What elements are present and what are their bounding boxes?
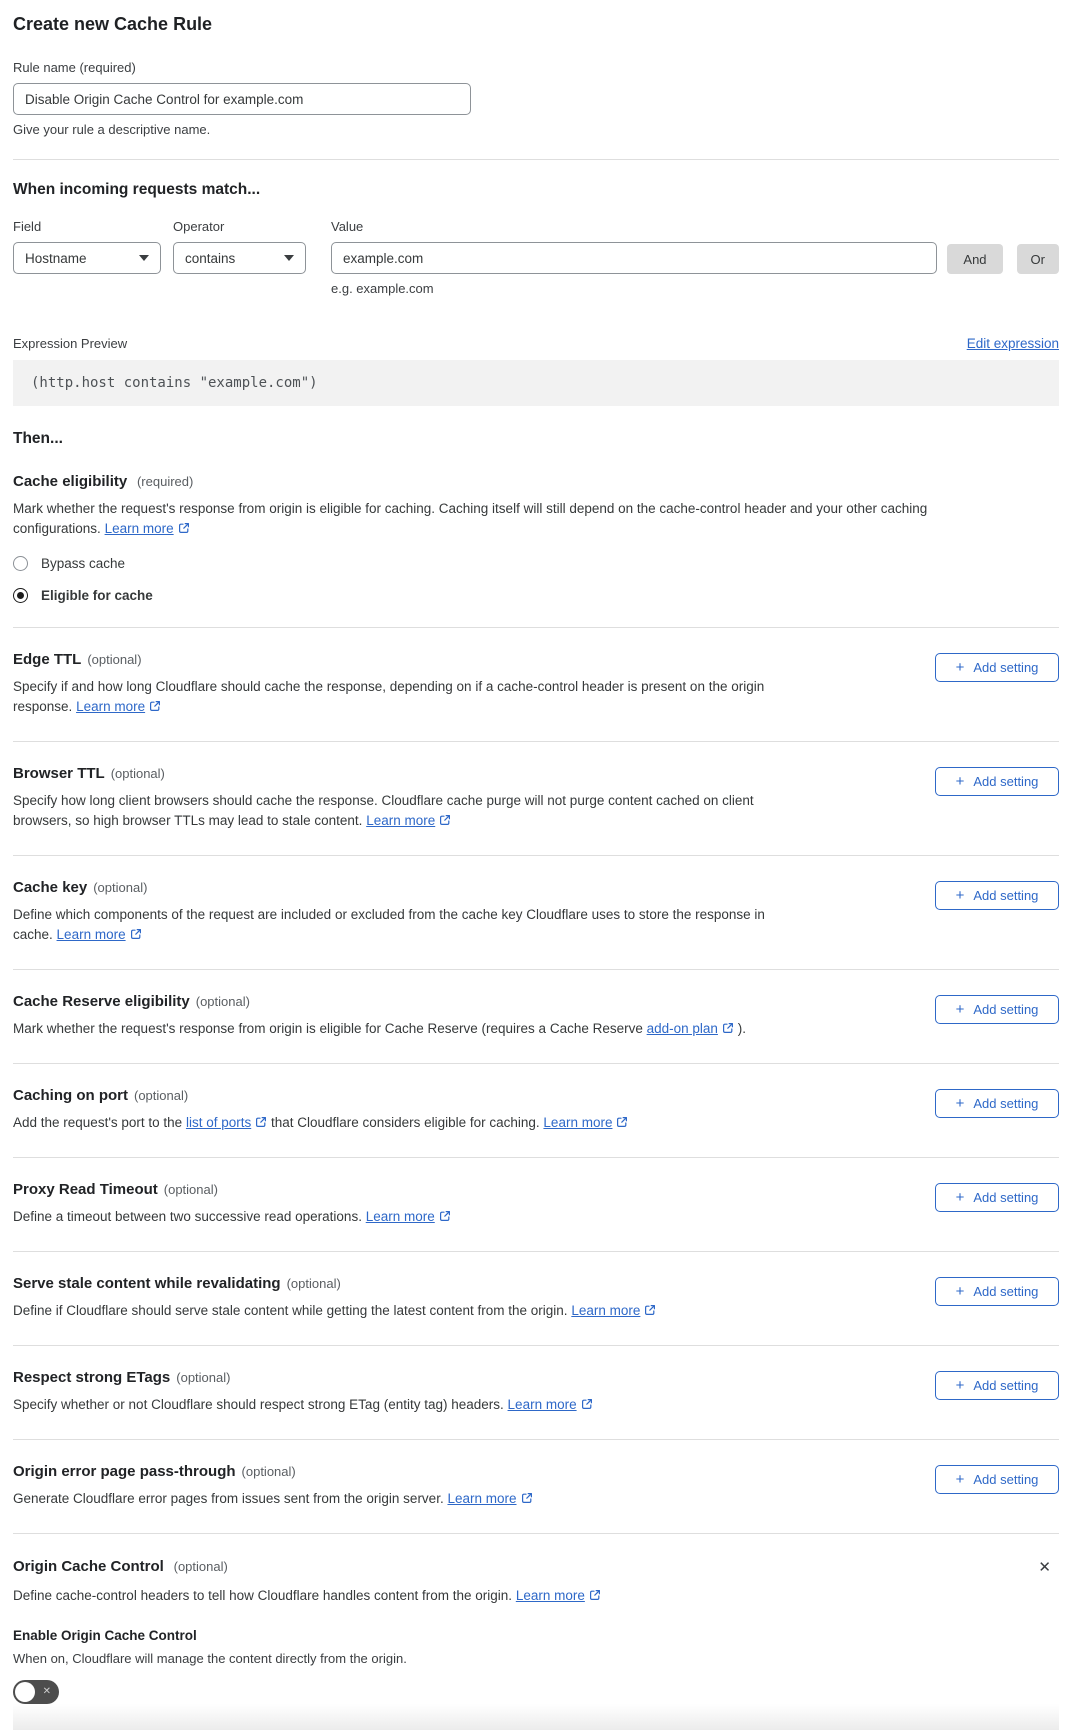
external-link-icon: [589, 1589, 601, 1601]
setting-title: Origin error page pass-through: [13, 1463, 236, 1480]
setting-title: Cache key: [13, 879, 88, 896]
rule-name-help: Give your rule a descriptive name.: [13, 122, 211, 137]
learn-more-link[interactable]: Learn more: [105, 521, 190, 536]
setting-description: Specify whether or not Cloudflare should respect strong ETag (entity tag) headers. Learn more: [13, 1395, 791, 1415]
edit-expression-link[interactable]: Edit expression: [966, 336, 1059, 351]
setting-title: Cache Reserve eligibility: [13, 993, 190, 1010]
optional-badge: (optional): [93, 880, 148, 895]
add-setting-button[interactable]: + Add setting: [935, 1465, 1059, 1494]
expression-preview-label: Expression Preview: [13, 336, 128, 351]
radio-icon: [13, 556, 28, 571]
external-link-icon: [149, 700, 161, 712]
cache-eligibility-title: Cache eligibility: [13, 473, 128, 490]
add-setting-button[interactable]: + Add setting: [935, 1371, 1059, 1400]
and-button[interactable]: And: [947, 244, 1002, 274]
external-link-icon: [644, 1304, 656, 1316]
setting-section-edge-ttl: [13, 628, 1059, 742]
learn-more-link[interactable]: Learn more: [76, 699, 161, 714]
optional-badge: (optional): [241, 1464, 296, 1479]
plus-icon: +: [955, 1377, 965, 1394]
cache-eligibility-section: [13, 473, 1059, 628]
optional-badge: (optional): [195, 994, 250, 1009]
setting-title: Proxy Read Timeout: [13, 1181, 158, 1198]
setting-title: Serve stale content while revalidating: [13, 1275, 281, 1292]
setting-title: Respect strong ETags: [13, 1369, 171, 1386]
toggle-knob: [15, 1682, 35, 1702]
setting-section-serve-stale: [13, 1252, 1059, 1346]
add-setting-button[interactable]: + Add setting: [935, 995, 1059, 1024]
origin-cache-control-title: Origin Cache Control: [13, 1558, 164, 1575]
plus-icon: +: [955, 1001, 965, 1018]
add-setting-button[interactable]: + Add setting: [935, 653, 1059, 682]
plus-icon: +: [955, 1471, 965, 1488]
plus-icon: +: [955, 773, 965, 790]
setting-description: Define which components of the request are included or excluded from the cache key Cloudflare uses to store the response in cache. Learn more: [13, 907, 765, 942]
then-heading: Then...: [13, 430, 63, 447]
optional-badge: (optional): [286, 1276, 341, 1291]
plus-icon: +: [955, 1283, 965, 1300]
radio-bypass-cache[interactable]: Bypass cache: [13, 556, 1059, 571]
add-setting-button[interactable]: + Add setting: [935, 1277, 1059, 1306]
rule-name-input[interactable]: [13, 83, 471, 115]
operator-label: Operator: [173, 219, 225, 234]
setting-section-proxy-read-timeout: [13, 1158, 1059, 1252]
close-icon[interactable]: ✕: [1032, 1558, 1057, 1577]
chevron-down-icon: [139, 255, 149, 261]
plus-icon: +: [955, 1189, 965, 1206]
setting-description: Generate Cloudflare error pages from issues sent from the origin server. Learn more: [13, 1489, 791, 1509]
learn-more-link[interactable]: Learn more: [508, 1397, 593, 1412]
external-link-icon: [130, 928, 142, 940]
learn-more-link[interactable]: Learn more: [516, 1588, 601, 1603]
setting-description: Define if Cloudflare should serve stale content while getting the latest content from the origin. Learn more: [13, 1301, 791, 1321]
list-of-ports-link[interactable]: list of ports: [186, 1115, 267, 1130]
optional-badge: (optional): [87, 652, 142, 667]
plus-icon: +: [955, 1095, 965, 1112]
field-select[interactable]: [13, 242, 161, 274]
operator-select[interactable]: [173, 242, 306, 274]
setting-section-cache-key: [13, 856, 1059, 970]
learn-more-link[interactable]: Learn more: [543, 1115, 628, 1130]
origin-cache-control-section: [13, 1534, 1059, 1704]
setting-description: Specify if and how long Cloudflare should cache the response, depending on if a cache-control header is present on the origin response. Learn more: [13, 679, 765, 714]
value-label: Value: [331, 219, 364, 234]
match-condition-row: [13, 219, 1059, 309]
toggle-off-x-icon: ✕: [42, 1686, 51, 1697]
learn-more-link[interactable]: Learn more: [366, 1209, 451, 1224]
radio-eligible-for-cache[interactable]: Eligible for cache: [13, 588, 1059, 603]
optional-badge: (optional): [110, 766, 165, 781]
setting-section-respect-strong-etags: [13, 1346, 1059, 1440]
external-link-icon: [178, 522, 190, 534]
external-link-icon: [581, 1398, 593, 1410]
bottom-scroll-fade: [13, 1704, 1059, 1730]
origin-cache-control-toggle[interactable]: [13, 1680, 59, 1704]
required-badge: (required): [136, 474, 194, 489]
optional-badge: (optional): [176, 1370, 231, 1385]
rule-name-label: Rule name (required): [13, 60, 136, 75]
setting-description: Add the request's port to the list of ports that Cloudflare considers eligible for caching. Learn more: [13, 1113, 791, 1133]
radio-selected-icon: [13, 588, 28, 603]
page-title: Create new Cache Rule: [13, 14, 213, 34]
add-setting-button[interactable]: + Add setting: [935, 881, 1059, 910]
setting-description: Mark whether the request's response from origin is eligible for Cache Reserve (requires a Cache Reserve add-on plan ).: [13, 1021, 746, 1036]
value-input[interactable]: [331, 242, 937, 274]
plus-icon: +: [955, 659, 965, 676]
setting-section-caching-on-port: [13, 1064, 1059, 1158]
setting-title: Caching on port: [13, 1087, 128, 1104]
external-link-icon: [439, 1210, 451, 1222]
operator-select-value: contains: [185, 250, 236, 266]
match-heading: When incoming requests match...: [13, 181, 261, 198]
learn-more-link[interactable]: Learn more: [447, 1491, 532, 1506]
learn-more-link[interactable]: Learn more: [571, 1303, 656, 1318]
setting-title: Edge TTL: [13, 651, 82, 668]
field-label: Field: [13, 219, 42, 234]
external-link-icon: [616, 1116, 628, 1128]
optional-badge: (optional): [173, 1559, 228, 1574]
setting-section-cache-reserve: [13, 970, 1059, 1064]
setting-description: Define a timeout between two successive read operations. Learn more: [13, 1207, 791, 1227]
add-on-plan-link[interactable]: add-on plan: [647, 1021, 734, 1036]
setting-title: Browser TTL: [13, 765, 105, 782]
chevron-down-icon: [284, 255, 294, 261]
setting-section-browser-ttl: [13, 742, 1059, 856]
cache-eligibility-description: Mark whether the request's response from origin is eligible for caching. Caching itself will still depend on the cache-control header and your other caching configurations. Learn more: [13, 501, 928, 536]
optional-badge: (optional): [134, 1088, 189, 1103]
external-link-icon: [722, 1022, 734, 1034]
setting-description: Specify how long client browsers should cache the response. Cloudflare cache purge will not purge content cached on client browsers, so high browser TTLs may lead to stale content. Learn more: [13, 793, 754, 828]
expression-preview-code: (http.host contains "example.com"): [13, 360, 1059, 406]
external-link-icon: [255, 1116, 267, 1128]
enable-origin-cache-control-description: When on, Cloudflare will manage the content directly from the origin.: [13, 1651, 407, 1666]
external-link-icon: [521, 1492, 533, 1504]
add-setting-button[interactable]: + Add setting: [935, 1089, 1059, 1118]
origin-cache-control-description: Define cache-control headers to tell how Cloudflare handles content from the origin. Learn more: [13, 1586, 1059, 1606]
enable-origin-cache-control-heading: Enable Origin Cache Control: [13, 1628, 197, 1643]
value-hint: e.g. example.com: [331, 281, 434, 296]
plus-icon: +: [955, 887, 965, 904]
optional-badge: (optional): [163, 1182, 218, 1197]
learn-more-link[interactable]: Learn more: [57, 927, 142, 942]
divider: [13, 159, 1059, 160]
add-setting-button[interactable]: + Add setting: [935, 767, 1059, 796]
add-setting-button[interactable]: + Add setting: [935, 1183, 1059, 1212]
external-link-icon: [439, 814, 451, 826]
or-button[interactable]: Or: [1017, 244, 1059, 274]
field-select-value: Hostname: [25, 250, 87, 266]
setting-section-origin-error-page: [13, 1440, 1059, 1534]
learn-more-link[interactable]: Learn more: [366, 813, 451, 828]
